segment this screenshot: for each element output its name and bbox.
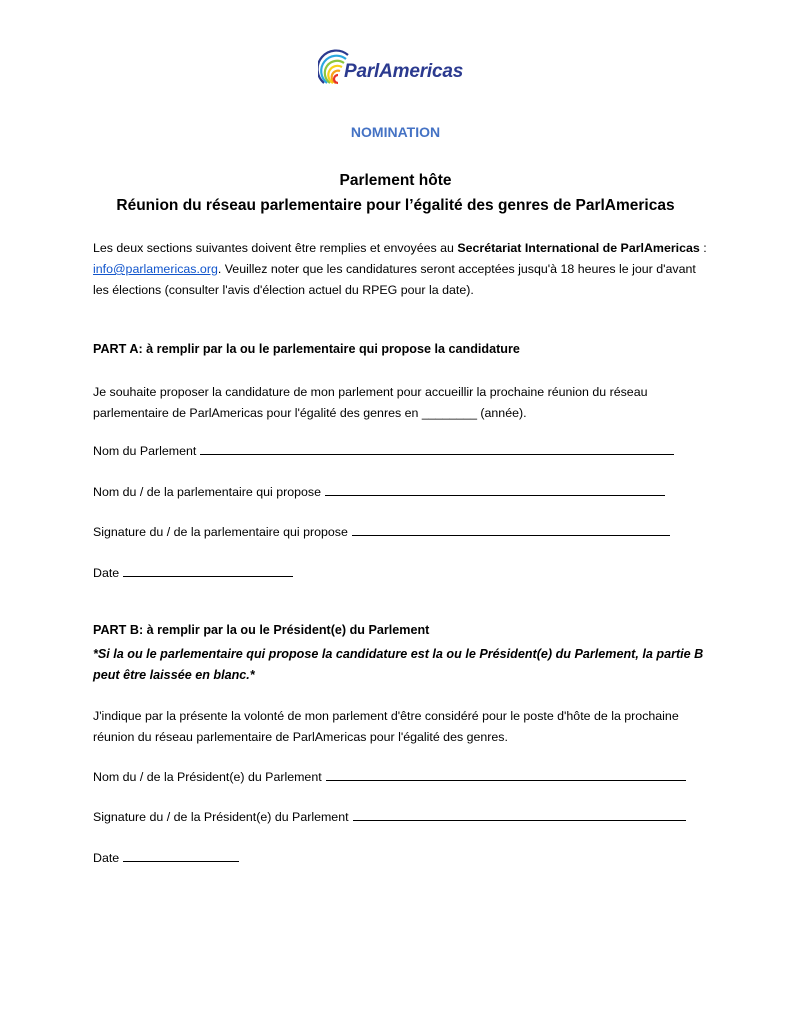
- parliament-name-label: Nom du Parlement: [93, 444, 197, 458]
- proposer-name-label: Nom du / de la parlementaire qui propose: [93, 485, 321, 499]
- intro-text-3: . Veuillez noter que les candidatures seront acceptées jusqu'à 18 heures le jour d'avant les élections (consulter l'avis d'élection actuel du RPEG pour la date).: [93, 262, 696, 297]
- part-a-text: Je souhaite proposer la candidature de mon parlement pour accueillir la prochaine réunion du réseau parlementaire de ParlAmericas pour l'égalité des genres en ________ (année).: [93, 385, 648, 420]
- president-name-field: [93, 768, 686, 784]
- intro-text-2: :: [699, 241, 707, 255]
- part-b-text: J'indique par la présente la volonté de mon parlement d'être considéré pour le poste d'hôte de la prochaine réunion du réseau parlementaire de ParlAmericas pour l'égalité des genres.: [93, 709, 679, 744]
- part-b-title: PART B: à remplir par la ou le Président(e) du Parlement: [93, 623, 430, 637]
- proposer-signature-line[interactable]: [352, 523, 670, 536]
- part-a-date-field: [93, 564, 293, 580]
- email-link[interactable]: info@parlamericas.org: [93, 262, 218, 276]
- president-signature-line[interactable]: [353, 808, 686, 821]
- parliament-name-line[interactable]: [200, 442, 674, 455]
- proposer-name-line[interactable]: [325, 483, 665, 496]
- part-b-date-field: [93, 849, 239, 865]
- president-name-label: Nom du / de la Président(e) du Parlement: [93, 770, 322, 784]
- proposer-name-field: [93, 483, 665, 499]
- part-a-date-line[interactable]: [123, 564, 293, 577]
- president-name-line[interactable]: [326, 768, 686, 781]
- logo-text: ParlAmericas: [344, 61, 464, 82]
- intro-secretariat: Secrétariat International de ParlAmericas: [457, 241, 700, 255]
- part-b-date-line[interactable]: [123, 849, 239, 862]
- page-title: Parlement hôte: [339, 172, 452, 189]
- part-a-date-label: Date: [93, 566, 120, 580]
- part-b-date-label: Date: [93, 851, 120, 865]
- parlamericas-logo: [318, 47, 478, 95]
- nomination-label: NOMINATION: [350, 124, 441, 140]
- part-a-title: PART A: à remplir par la ou le parlementaire qui propose la candidature: [93, 342, 520, 356]
- president-signature-field: [93, 808, 686, 824]
- page-subtitle: Réunion du réseau parlementaire pour l’égalité des genres de ParlAmericas: [116, 197, 675, 214]
- intro-text-1: Les deux sections suivantes doivent être remplies et envoyées au: [93, 241, 458, 255]
- proposer-signature-label: Signature du / de la parlementaire qui propose: [93, 525, 348, 539]
- proposer-signature-field: [93, 523, 670, 539]
- intro-paragraph: [93, 238, 713, 301]
- president-signature-label: Signature du / de la Président(e) du Parlement: [93, 810, 349, 824]
- parliament-name-field: [93, 442, 674, 458]
- part-b-note: *Si la ou le parlementaire qui propose la candidature est la ou le Président(e) du Parlement, la partie B peut être laissée en blanc.*: [93, 647, 704, 682]
